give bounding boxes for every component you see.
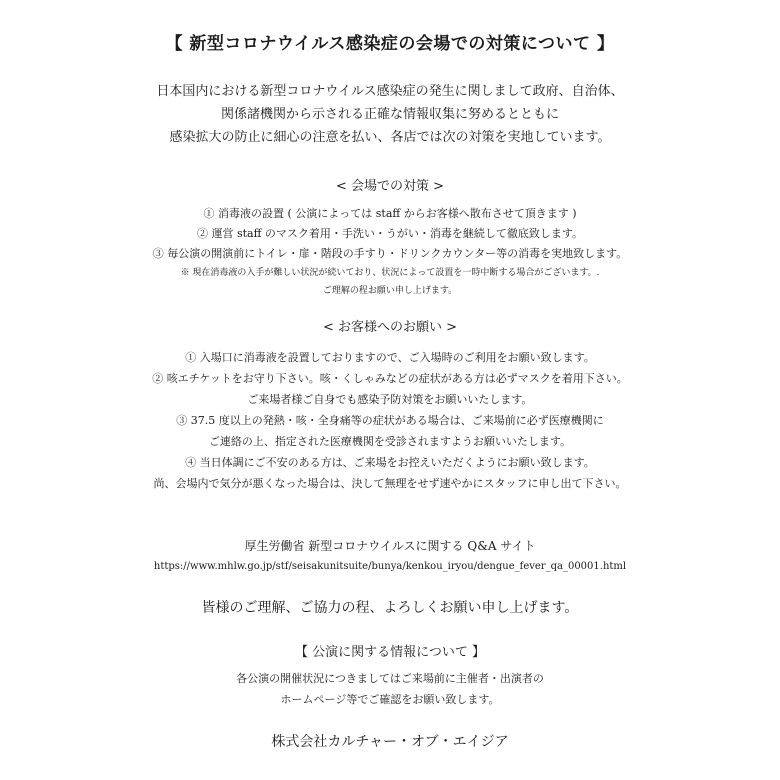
guests-line-5: ご連絡の上、指定された医療機関を受診されますようお願いいたします。	[208, 435, 572, 448]
guests-line-6: ④ 当日体調にご不安のある方は、ご来場をお控えいただくようにお願い致します。	[185, 456, 595, 469]
venue-heading: < 会場での対策 >	[335, 179, 445, 194]
venue-item-1: ① 消毒液の設置 ( 公演によっては staff からお客様へ散布させて頂きます )	[203, 207, 577, 220]
intro-line-2: 関係諸機関から示される正確な情報収集に努めるとともに	[220, 107, 559, 122]
mhlw-label: 厚生労働省 新型コロナウイルスに関する Q&A サイト	[244, 539, 536, 553]
guests-line-1: ① 入場口に消毒液を設置しておりますので、ご入場時のご利用をお願い致します。	[185, 351, 595, 364]
guests-line-4: ③ 37.5 度以上の発熱・咳・全身痛等の症状がある場合は、ご来場前に必ず医療機関に	[176, 414, 604, 427]
performance-line-2: ホームページ等でご確認をお願い致します。	[280, 693, 500, 706]
guests-heading: < お客様へのお願い >	[322, 320, 458, 335]
closing-message: 皆様のご理解、ご協力の程、よろしくお願い申し上げます。	[201, 600, 579, 616]
mhlw-url: https://www.mhlw.go.jp/stf/seisakunitsuite/bunya/kenkou_iryou/dengue_fever_qa_00001.html	[153, 561, 627, 572]
venue-item-3: ③ 毎公演の開演前にトイレ・扉・階段の手すり・ドリンクカウンター等の消毒を実地致します。	[152, 247, 628, 260]
performance-line-1: 各公演の開催状況につきましてはご来場前に主催者・出演者の	[236, 672, 544, 685]
guests-line-3: ご来場者様ご自身でも感染予防対策をお願いいたします。	[247, 393, 533, 406]
performance-heading: 【 公演に関する情報について 】	[294, 645, 485, 660]
venue-note-1: ※ 現在消毒液の入手が難しい状況が続いており、状況によって設置を一時中断する場合がございます。.	[180, 268, 600, 278]
guests-line-7: 尚、会場内で気分が悪くなった場合は、決して無理をせず速やかにスタッフに申し出て下さい。	[153, 477, 627, 490]
company-name: 株式会社カルチャー・オブ・エイジア	[271, 734, 509, 750]
intro-line-3: 感染拡大の防止に細心の注意を払い、各店では次の対策を実地しています。	[169, 130, 611, 145]
venue-item-2: ② 運営 staff のマスク着用・手洗い・うがい・消毒を継続して徹底致します。	[196, 227, 584, 240]
page-title: 【 新型コロナウイルス感染症の会場での対策について 】	[165, 34, 615, 54]
guests-line-2: ② 咳エチケットをお守り下さい。咳・くしゃみなどの症状がある方は必ずマスクを着用下さい。	[152, 372, 628, 385]
intro-line-1: 日本国内における新型コロナウイルス感染症の発生に関しまして政府、自治体、	[156, 84, 624, 99]
venue-note-2: ご理解の程お願い申し上げます。	[322, 286, 458, 296]
